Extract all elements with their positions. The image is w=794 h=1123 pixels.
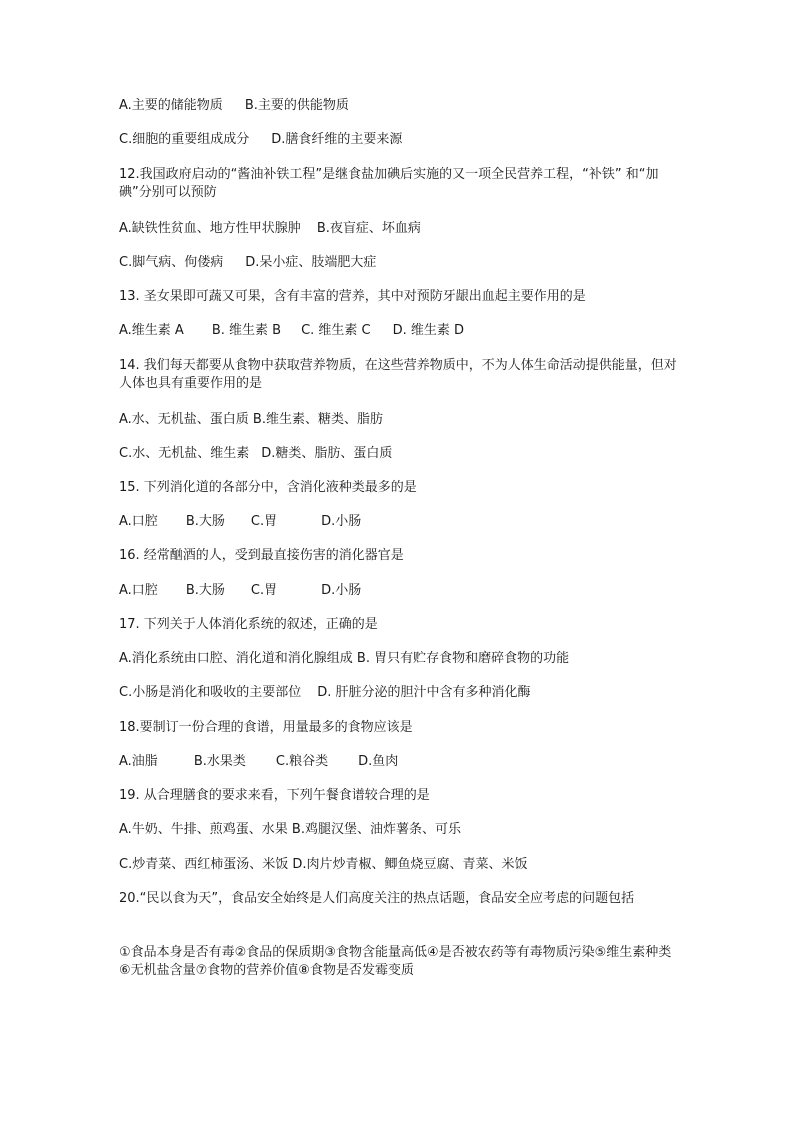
question-text: 15. 下列消化道的各部分中，含消化液种类最多的是 <box>119 480 417 495</box>
question-17 <box>119 616 679 634</box>
option-c: C. 维生素 C <box>301 323 371 338</box>
option-b: B.大肠 <box>185 583 225 598</box>
option-d: D.小肠 <box>321 514 362 529</box>
option-a: A.维生素 A <box>119 323 184 338</box>
option-c: C.水、无机盐、维生素 <box>119 446 250 461</box>
option-line-11-cd <box>119 131 679 149</box>
question-20 <box>119 890 679 908</box>
option-line-12-cd <box>119 254 679 272</box>
option-d: D.小肠 <box>321 583 362 598</box>
option-d: D.鱼肉 <box>358 754 399 769</box>
option-d: D. 维生素 D <box>392 323 465 338</box>
question-19 <box>119 787 679 805</box>
question-15 <box>119 479 679 497</box>
option-line-12-ab <box>119 220 679 238</box>
option-c: C.小肠是消化和吸收的主要部位 <box>119 685 302 700</box>
option-b: B. 维生素 B <box>211 323 282 338</box>
option-line-15 <box>119 513 679 531</box>
option-line-14-ab <box>119 411 679 429</box>
question-12 <box>119 166 679 202</box>
option-c: C.粮谷类 <box>275 754 329 769</box>
question-text: 20.“民以食为天”，食品安全始终是人们高度关注的热点话题，食品安全应考虑的问题包括 <box>119 891 635 906</box>
option-c: C.细胞的重要组成成分 <box>119 132 250 147</box>
option-a: A.油脂 <box>119 754 158 769</box>
option-line-16 <box>119 582 679 600</box>
option-a: A.缺铁性贫血、地方性甲状腺肿 <box>119 221 301 236</box>
question-20-items <box>119 944 679 980</box>
option-line-18 <box>119 753 679 771</box>
question-text: 14. 我们每天都要从食物中获取营养物质，在这些营养物质中，不为人体生命活动提供能量，但对人体也具有重要作用的是 <box>119 358 677 391</box>
option-line-11-ab <box>119 97 679 115</box>
question-text: 13. 圣女果即可蔬又可果，含有丰富的营养，其中对预防牙龈出血起主要作用的是 <box>119 289 586 304</box>
statement-list: ①食品本身是否有毒②食品的保质期③食物含能量高低④是否被农药等有毒物质污染⑤维生素种类⑥无机盐含量⑦食物的营养价值⑧食物是否发霉变质 <box>119 945 672 978</box>
option-line-17-ab <box>119 650 679 668</box>
option-c: C.脚气病、佝偻病 <box>119 255 224 270</box>
question-18 <box>119 719 679 737</box>
option-line-14-cd <box>119 445 679 463</box>
option-d: D.膳食纤维的主要来源 <box>271 132 403 147</box>
question-text: 16. 经常酗酒的人，受到最直接伤害的消化器官是 <box>119 548 404 563</box>
option-b: B.主要的供能物质 <box>244 98 349 113</box>
option-d: D.糖类、脂肪、蛋白质 <box>261 446 393 461</box>
option-b: B.大肠 <box>185 514 225 529</box>
option-b: B.夜盲症、坏血病 <box>316 221 421 236</box>
option-b: B.水果类 <box>193 754 246 769</box>
option-line-19-ab <box>119 821 679 839</box>
option-a: A.主要的储能物质 <box>119 98 223 113</box>
option-a: A.口腔 <box>119 583 158 598</box>
option-c: C.胃 <box>250 514 278 529</box>
option-line-19-cd <box>119 856 679 874</box>
option-line-17-cd <box>119 684 679 702</box>
question-text: 17. 下列关于人体消化系统的叙述，正确的是 <box>119 617 378 632</box>
question-text: 18.要制订一份合理的食谱，用量最多的食物应该是 <box>119 720 413 735</box>
question-16 <box>119 547 679 565</box>
option-ab: A.牛奶、牛排、煎鸡蛋、水果 B.鸡腿汉堡、油炸薯条、可乐 <box>119 822 461 837</box>
option-ab: A.消化系统由口腔、消化道和消化腺组成 B. 胃只有贮存食物和磨碎食物的功能 <box>119 651 570 666</box>
option-d: D.呆小症、肢端肥大症 <box>245 255 377 270</box>
option-cd: C.炒青菜、西红柿蛋汤、米饭 D.肉片炒青椒、鲫鱼烧豆腐、青菜、米饭 <box>119 857 528 872</box>
option-c: C.胃 <box>250 583 278 598</box>
question-text: 12.我国政府启动的“酱油补铁工程”是继食盐加碘后实施的又一项全民营养工程，“补铁” 和“加碘”分别可以预防 <box>119 167 659 200</box>
option-ab: A.水、无机盐、蛋白质 B.维生素、糖类、脂肪 <box>119 412 383 427</box>
option-d: D. 肝脏分泌的胆汁中含有多种消化酶 <box>317 685 531 700</box>
question-14 <box>119 357 679 393</box>
question-13 <box>119 288 679 306</box>
option-line-13 <box>119 322 679 340</box>
question-text: 19. 从合理膳食的要求来看，下列午餐食谱较合理的是 <box>119 788 430 803</box>
option-a: A.口腔 <box>119 514 158 529</box>
